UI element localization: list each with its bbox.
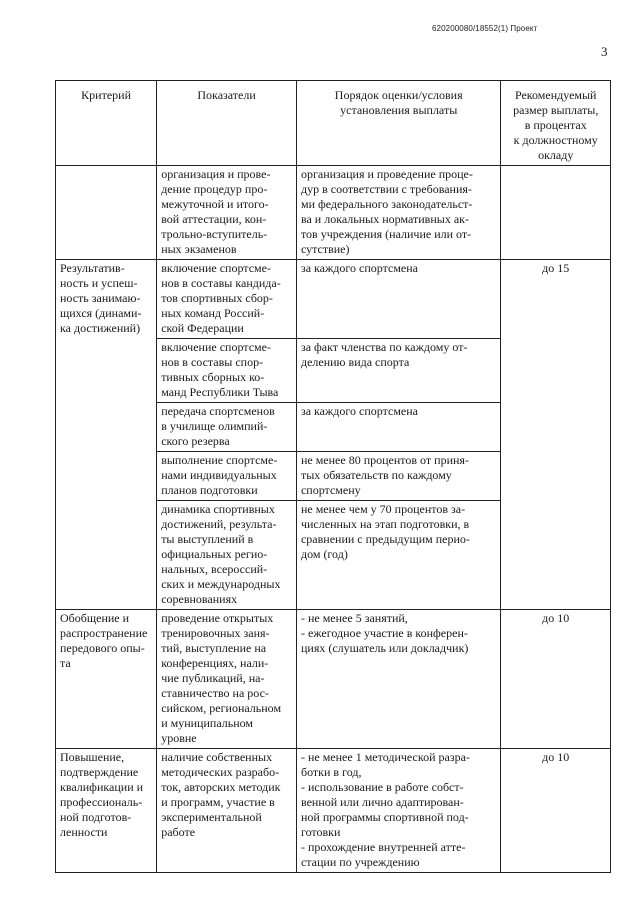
table-row <box>56 166 611 260</box>
indicator-cell: организация и прове- дение процедур про- межуточной и итого- вой аттестации, кон- трольно-вступитель- ных экзаменов <box>157 166 297 260</box>
condition-cell: организация и проведение проце- дур в соответствии с требования- ми федерального законодательст- ва и локальных нормативных ак- тов учреждения (наличие или от- сутствие) <box>296 166 500 260</box>
indicator-cell: динамика спортивных достижений, результа- ты выступлений в официальных регио- нальных, всероссий- ских и международных соревнованиях <box>157 501 297 610</box>
condition-cell: - не менее 5 занятий, - ежегодное участие в конферен- циях (слушатель или докладчик) <box>296 610 500 749</box>
condition-cell: не менее чем у 70 процентов за- численных на этап подготовки, в сравнении с предыдущим перио- дом (год) <box>296 501 500 610</box>
indicator-cell: проведение открытых тренировочных заня- тий, выступление на конференциях, нали- чие публикаций, на- ставничество на рос- сийском, региональном и муниципальном уровне <box>157 610 297 749</box>
payment-cell <box>501 166 611 260</box>
criterion-cell: Обобщение и распространение передового опы- та <box>56 610 157 749</box>
indicator-cell: передача спортсменов в училище олимпий- ского резерва <box>157 403 297 452</box>
condition-cell: - не менее 1 методической разра- ботки в год, - использование в работе собст- венной или лично адаптирован- ной программы спортивной под- готовки - прохождение внутренней атте- стации по учреждению <box>296 749 500 873</box>
table-row <box>56 610 611 749</box>
page-number: 3 <box>601 44 608 59</box>
document-id: 620200080/18552(1) Проект <box>432 24 538 33</box>
payment-cell: до 10 <box>501 610 611 749</box>
criterion-cell: Повышение, подтверждение квалификации и профессиональ- ной подготов- ленности <box>56 749 157 873</box>
condition-cell: за факт членства по каждому от- делению вида спорта <box>296 339 500 403</box>
header-recommended-payment: Рекомендуемый размер выплаты, в процентах к должностному окладу <box>501 81 611 166</box>
table-header-row <box>56 81 611 166</box>
indicator-cell: включение спортсме- нов в составы спор- тивных сборных ко- манд Республики Тыва <box>157 339 297 403</box>
condition-cell: за каждого спортсмена <box>296 403 500 452</box>
header-indicators: Показатели <box>157 81 297 166</box>
criterion-cell <box>56 166 157 260</box>
table-row <box>56 749 611 873</box>
criterion-cell: Результатив- ность и успеш- ность занимаю- щихся (динами- ка достижений) <box>56 260 157 610</box>
indicator-cell: наличие собственных методических разрабо- ток, авторских методик и программ, участие в экспериментальной работе <box>157 749 297 873</box>
indicator-cell: выполнение спортсме- нами индивидуальных планов подготовки <box>157 452 297 501</box>
payment-cell: до 15 <box>501 260 611 610</box>
criteria-table <box>55 80 611 873</box>
condition-cell: за каждого спортсмена <box>296 260 500 339</box>
condition-cell: не менее 80 процентов от приня- тых обязательств по каждому спортсмену <box>296 452 500 501</box>
header-assessment-procedure: Порядок оценки/условия установления выплаты <box>296 81 500 166</box>
indicator-cell: включение спортсме- нов в составы кандида- тов спортивных сбор- ных команд Россий- ской Федерации <box>157 260 297 339</box>
payment-cell: до 10 <box>501 749 611 873</box>
table-row <box>56 260 611 339</box>
header-criterion: Критерий <box>56 81 157 166</box>
